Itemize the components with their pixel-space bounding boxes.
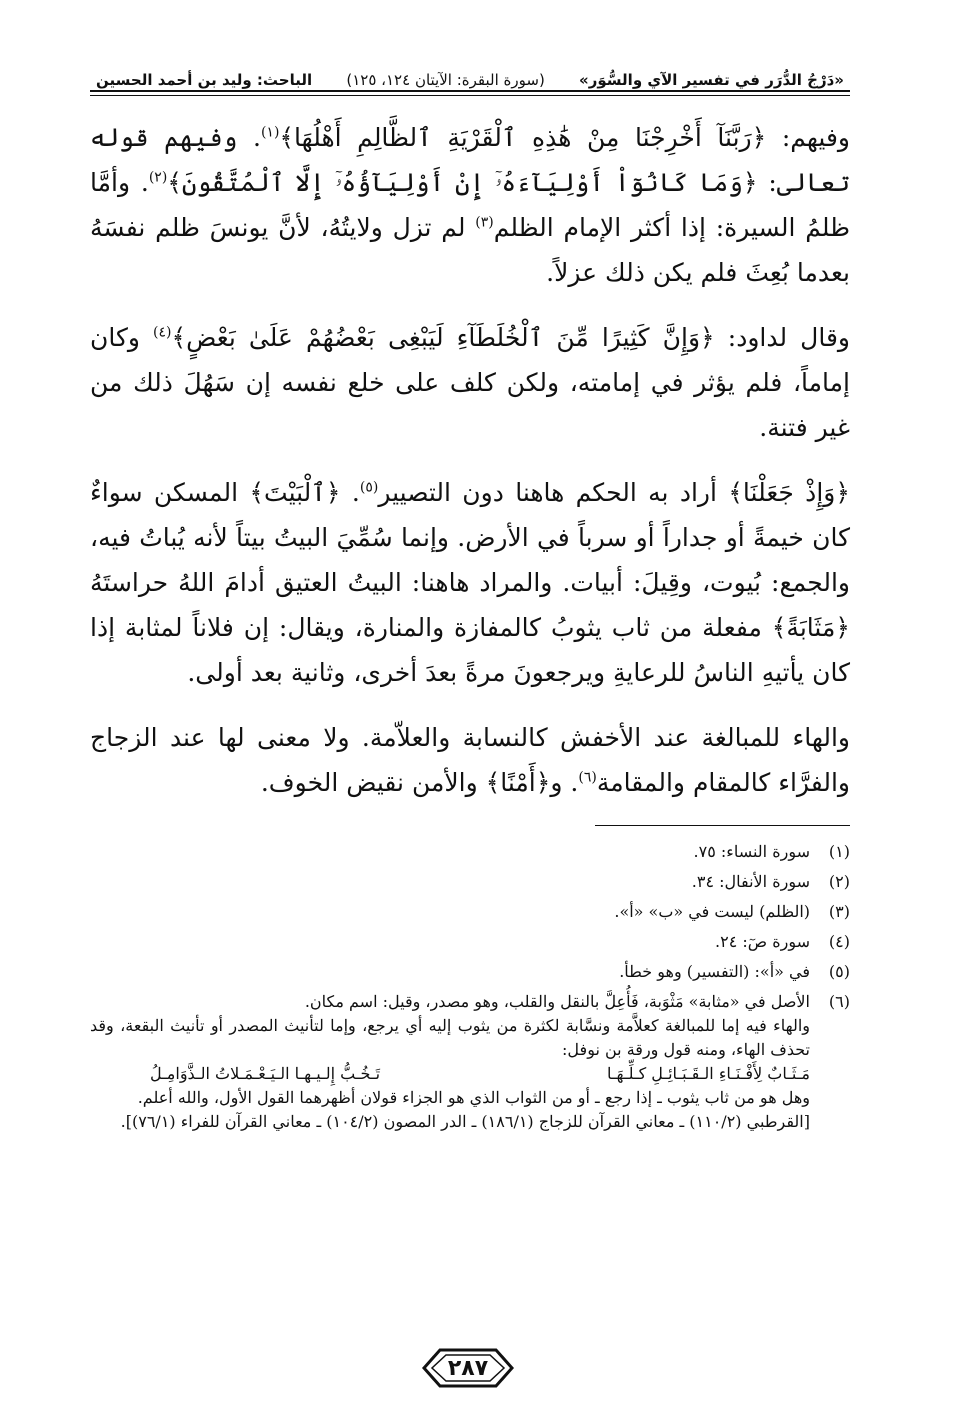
paragraph-4: والهاء للمبالغة عند الأخفش كالنسابة والعلاّمة. ولا معنى لها عند الزجاج والفرَّاء كالمقام والمقامة$^{(٦)}$. و﴿أَمْنًا﴾ والأمن نقيض الخوف.: [90, 723, 850, 797]
page-number-ornament: [420, 1346, 516, 1390]
footnote-ref-1: (١): [260, 124, 280, 141]
footnote-item: (٥) في «أ»: (التفسير) وهو خطأ.: [619, 962, 850, 981]
footnote-separator: [595, 825, 850, 826]
header-rule-thin: [90, 95, 850, 96]
researcher-name: الباحث: وليد بن أحمد الحسين: [96, 71, 313, 89]
footnote-ref-3: (٣): [475, 214, 494, 231]
footnote-6-continuation: والهاء فيه إما للمبالغة كعلاَّمة ونسَّابة لكثرة من يثوب إليه أي يرجع، وإما لتأنيث المصدر أو تأنيث البقعة، وقد تحذف الهاء، ومنه قول ورقة بن نوفل:: [90, 1016, 810, 1059]
footnote-item: (٤) سورة صٓ: ٢٤.: [715, 932, 850, 951]
paragraph-3: ﴿وَإِذْ جَعَلْنَا﴾ أراد به الحكم هاهنا دون التصيير$^{(٥)}$. ﴿ٱلْبَيْتَ﴾ المسكن سواءٌ كان خيمةً أو جداراً أو سرباً في الأرض. وإنما سُمِّيَ البيتُ بيتاً لأنه يُباتُ فيه، والجمع: بُيوت، وقِيلَ: أبيات. والمراد هاهنا: البيتُ العتيق أدامَ اللهُ حراستَهُ ﴿مَثَابَةً﴾ مفعلة من ثاب يثوبُ كالمفازة والمنارة، ويقال: إن فلاناً لمثابة إذا كان يأتيهِ الناسُ للرعايةِ ويرجعونَ مرةً بعدَ أخرى، وثانية بعد أولى.: [90, 478, 850, 687]
footnote-item: (٦) الأصل في «مثابة» مَثْوَبة، فَأُعِلَّ بالنقل والقلب، وهو مصدر، وقيل: اسم مكان.: [304, 992, 850, 1011]
paragraph-2: وقال لداود: ﴿وَإِنَّ كَثِيرًا مِّنَ ٱلْخُلَطَآءِ لَيَبْغِى بَعْضُهُمْ عَلَىٰ بَعْضٍ﴾$^{(٤)}$ وكان إماماً، فلم يؤثر في إمامته، ولكن كلف على خلع نفسه إن سَهُلَ ذلك من غير فتنة.: [90, 323, 850, 442]
header-rule: [90, 90, 850, 92]
footnote-ref-4: (٤): [153, 324, 172, 341]
poetry-verse: [90, 1062, 850, 1086]
verse-second-hemistich: تَـخُـبُّ إِلـيـهـا الـيَـعْـمَـلاتُ الـذَّوَامِـلُ: [150, 1064, 381, 1083]
paragraph-1: وفيهم: ﴿رَبَّنَآ أَخْرِجْنَا مِنْ هَٰذِهِ ٱلْقَرْيَةِ ٱلظَّالِمِ أَهْلُهَا﴾$^{(١)}$. وفيهم قوله تعالى: ﴿وَمَا كَانُوٓاْ أَوْلِيَآءَهُۥٓ إِنْ أَوْلِيَآؤُهُۥٓ إِلَّا ٱلْمُتَّقُونَ﴾$^{(٢)}$. وأمَّا ظلمُ السيرة: إذا أكثر الإمام الظلم$^{(٣)}$ لم تزل ولايتُهُ، لأنَّ يونسَ ظلم نفسَهُ بعدما بُعِثَ فلم يكن ذلك عزلاً.: [90, 123, 851, 287]
footnote-6-references: [القرطبي (١١٠/٢) ـ معاني القرآن للزجاج (١٨٦/١) ـ الدر المصون (١٠٤/٢) ـ معاني القرآن للفراء (٧٦/١)].: [120, 1112, 810, 1131]
book-title: «دَرْجُ الدُّرَر في تفسير الآي والسُّوَر»: [579, 71, 844, 89]
page: [90, 40, 850, 1390]
surah-reference: (سورة البقرة: الآيتان ١٢٤، ١٢٥): [346, 71, 545, 89]
footnote-ref-5: (٥): [359, 479, 379, 496]
footnote-item: (٢) سورة الأنفال: ٣٤.: [691, 872, 850, 891]
main-text: [90, 115, 850, 825]
footnote-item: (٣) (الظلم) ليست في «ب» «أ».: [614, 902, 850, 921]
footnote-6-conclusion: وهل هو من ثاب يثوب ـ إذا رجع ـ أو من الثواب الذي هو الجزاء قولان أظهرهما القول الأول، والله أعلم.: [137, 1088, 810, 1107]
running-header: [90, 60, 850, 100]
page-number: ٢٨٧: [447, 1355, 489, 1381]
footnotes: [90, 840, 850, 1134]
footnote-item: (١) سورة النساء: ٧٥.: [693, 842, 850, 861]
verse-first-hemistich: مَـثَـابٌ لِأَفْـنَـاءِ الـقَـبَـائِـلِ كـلِّـهَـا: [606, 1064, 810, 1083]
footnote-ref-2: (٢): [148, 169, 168, 186]
footnote-ref-6: (٦): [578, 769, 597, 786]
